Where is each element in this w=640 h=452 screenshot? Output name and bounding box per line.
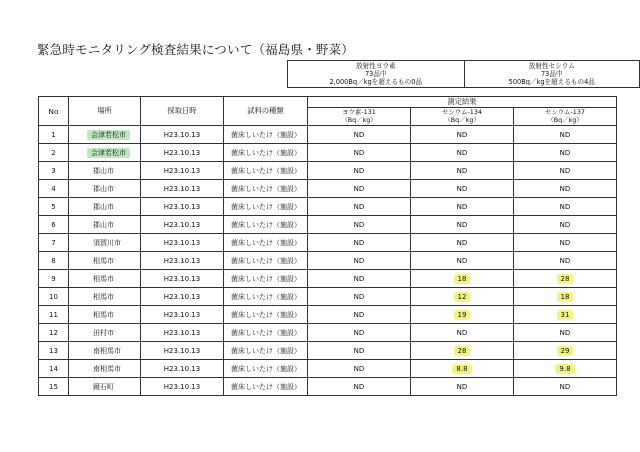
- row-location-cell: [69, 180, 141, 198]
- table-row: [39, 198, 617, 216]
- table-row: [39, 234, 617, 252]
- row-date: H23.10.13: [163, 202, 201, 211]
- row-location: 田村市: [93, 328, 114, 337]
- row-no: 11: [49, 310, 58, 319]
- row-date: H23.10.13: [163, 238, 201, 247]
- row-cs134-cell: [411, 324, 514, 342]
- row-date-cell: [141, 306, 224, 324]
- row-date: H23.10.13: [163, 382, 201, 391]
- row-location-cell: [69, 162, 141, 180]
- row-item-cell: [224, 162, 308, 180]
- page-title: 緊急時モニタリング検査結果について（福島県・野菜）: [37, 42, 355, 57]
- row-cs137: ND: [559, 130, 571, 139]
- row-item-cell: [224, 324, 308, 342]
- header-no: No: [39, 97, 69, 126]
- row-cs137-cell: [514, 198, 617, 216]
- row-item-cell: [224, 360, 308, 378]
- row-date-cell: [141, 288, 224, 306]
- row-no: 6: [51, 220, 56, 229]
- row-i131: ND: [353, 364, 365, 373]
- cesium-summary-exceed: 500Bq／kgを超えるもの4品: [508, 78, 595, 87]
- row-date: H23.10.13: [163, 256, 201, 265]
- row-location-cell: [69, 288, 141, 306]
- row-i131-cell: [308, 378, 411, 396]
- row-cs137-cell: [514, 216, 617, 234]
- table-row: [39, 126, 617, 144]
- row-no-cell: [39, 342, 69, 360]
- row-i131: ND: [353, 220, 365, 229]
- row-date: H23.10.13: [163, 220, 201, 229]
- row-no: 9: [51, 274, 56, 283]
- results-table: [38, 96, 617, 396]
- row-cs137: ND: [559, 184, 571, 193]
- row-item-cell: [224, 288, 308, 306]
- row-i131-cell: [308, 306, 411, 324]
- row-cs137-cell: [514, 288, 617, 306]
- row-item: 菌床しいたけ（施設）: [231, 184, 301, 193]
- row-location: 郡山市: [93, 220, 114, 229]
- row-i131-cell: [308, 360, 411, 378]
- row-location: 相馬市: [93, 310, 114, 319]
- row-location-cell: [69, 342, 141, 360]
- summary-table: [287, 60, 640, 88]
- row-no: 4: [51, 184, 56, 193]
- row-item-cell: [224, 252, 308, 270]
- row-date-cell: [141, 234, 224, 252]
- row-cs137-cell: [514, 162, 617, 180]
- row-cs137: ND: [559, 148, 571, 157]
- row-cs134: ND: [456, 256, 468, 265]
- row-cs134: ND: [456, 382, 468, 391]
- iodine-summary-count: 73品中: [364, 69, 387, 78]
- row-location-cell: [69, 252, 141, 270]
- row-date: H23.10.13: [163, 130, 201, 139]
- row-date: H23.10.13: [163, 310, 201, 319]
- row-no-cell: [39, 180, 69, 198]
- row-location: 会津若松市: [87, 148, 130, 158]
- row-item-cell: [224, 234, 308, 252]
- row-date: H23.10.13: [163, 148, 201, 157]
- header-cs134-unit: （Bq／kg）: [444, 115, 480, 124]
- row-i131-cell: [308, 234, 411, 252]
- row-item: 菌床しいたけ（施設）: [231, 238, 301, 247]
- row-cs134-cell: [411, 198, 514, 216]
- row-i131: ND: [353, 184, 365, 193]
- iodine-summary-cell: [288, 61, 465, 88]
- row-i131: ND: [353, 202, 365, 211]
- row-date: H23.10.13: [163, 184, 201, 193]
- row-cs137: 28: [557, 274, 574, 284]
- row-cs134-cell: [411, 144, 514, 162]
- row-cs134-cell: [411, 378, 514, 396]
- row-cs137: 31: [557, 310, 574, 320]
- row-no: 7: [51, 238, 56, 247]
- row-date: H23.10.13: [163, 292, 201, 301]
- row-cs134: ND: [456, 130, 468, 139]
- row-cs134-cell: [411, 288, 514, 306]
- row-date: H23.10.13: [163, 274, 201, 283]
- row-i131-cell: [308, 252, 411, 270]
- row-no-cell: [39, 270, 69, 288]
- row-i131-cell: [308, 342, 411, 360]
- row-i131: ND: [353, 238, 365, 247]
- row-cs137-cell: [514, 324, 617, 342]
- row-cs137-cell: [514, 126, 617, 144]
- row-location: 郡山市: [93, 202, 114, 211]
- iodine-summary-label: 放射性ヨウ素: [355, 61, 396, 70]
- row-location-cell: [69, 144, 141, 162]
- row-cs134-cell: [411, 360, 514, 378]
- row-item: 菌床しいたけ（施設）: [231, 310, 301, 319]
- row-no-cell: [39, 252, 69, 270]
- header-results: 測定結果: [308, 97, 617, 108]
- row-cs137: 29: [557, 346, 574, 356]
- row-no-cell: [39, 162, 69, 180]
- row-item: 菌床しいたけ（施設）: [231, 382, 301, 391]
- header-cs134-label: セシウム-134: [441, 108, 482, 117]
- row-i131: ND: [353, 274, 365, 283]
- header-cs137-unit: （Bq／kg）: [547, 115, 583, 124]
- row-cs134: ND: [456, 166, 468, 175]
- row-cs137: ND: [559, 382, 571, 391]
- row-item-cell: [224, 270, 308, 288]
- row-location-cell: [69, 198, 141, 216]
- row-i131-cell: [308, 270, 411, 288]
- row-date-cell: [141, 342, 224, 360]
- row-cs137-cell: [514, 252, 617, 270]
- table-row: [39, 360, 617, 378]
- table-row: [39, 252, 617, 270]
- row-cs137: ND: [559, 166, 571, 175]
- row-location-cell: [69, 324, 141, 342]
- row-location: 須賀川市: [93, 238, 121, 247]
- row-cs134: ND: [456, 220, 468, 229]
- row-cs137: ND: [559, 328, 571, 337]
- row-cs134: ND: [456, 148, 468, 157]
- row-date: H23.10.13: [163, 346, 201, 355]
- row-i131: ND: [353, 310, 365, 319]
- row-cs134: 8.8: [452, 364, 471, 374]
- row-item: 菌床しいたけ（施設）: [231, 292, 301, 301]
- row-cs137-cell: [514, 360, 617, 378]
- header-cs134: [411, 108, 514, 126]
- iodine-summary-exceed: 2,000Bq／kgを超えるもの0品: [329, 78, 423, 87]
- row-location: 鏡石町: [93, 382, 114, 391]
- row-no: 15: [49, 382, 58, 391]
- table-row: [39, 306, 617, 324]
- row-item: 菌床しいたけ（施設）: [231, 166, 301, 175]
- row-cs137-cell: [514, 378, 617, 396]
- row-location: 郡山市: [93, 166, 114, 175]
- header-i131-label: ヨウ素-131: [342, 108, 376, 117]
- row-item: 菌床しいたけ（施設）: [231, 274, 301, 283]
- row-no-cell: [39, 198, 69, 216]
- row-location: 相馬市: [93, 292, 114, 301]
- row-location-cell: [69, 270, 141, 288]
- row-no: 1: [51, 130, 56, 139]
- row-i131: ND: [353, 130, 365, 139]
- row-i131: ND: [353, 328, 365, 337]
- row-i131-cell: [308, 216, 411, 234]
- row-no: 8: [51, 256, 56, 265]
- header-i131: [308, 108, 411, 126]
- row-cs134-cell: [411, 252, 514, 270]
- row-location-cell: [69, 126, 141, 144]
- row-item: 菌床しいたけ（施設）: [231, 364, 301, 373]
- row-cs134: 12: [454, 292, 471, 302]
- row-i131-cell: [308, 126, 411, 144]
- row-no: 2: [51, 148, 56, 157]
- header-date: 採取日時: [141, 97, 224, 126]
- row-item-cell: [224, 378, 308, 396]
- row-item: 菌床しいたけ（施設）: [231, 148, 301, 157]
- row-cs134-cell: [411, 162, 514, 180]
- row-cs134: ND: [456, 202, 468, 211]
- row-no-cell: [39, 360, 69, 378]
- row-location: 会津若松市: [87, 130, 130, 140]
- table-row: [39, 324, 617, 342]
- row-cs134-cell: [411, 234, 514, 252]
- row-cs137: ND: [559, 238, 571, 247]
- cesium-summary-label: 放射性セシウム: [528, 61, 575, 70]
- row-i131-cell: [308, 324, 411, 342]
- row-no-cell: [39, 324, 69, 342]
- table-row: [39, 162, 617, 180]
- row-date-cell: [141, 324, 224, 342]
- row-item: 菌床しいたけ（施設）: [231, 130, 301, 139]
- table-row: [39, 288, 617, 306]
- row-cs137: ND: [559, 202, 571, 211]
- row-date-cell: [141, 180, 224, 198]
- row-i131-cell: [308, 144, 411, 162]
- row-location: 相馬市: [93, 256, 114, 265]
- row-item: 菌床しいたけ（施設）: [231, 256, 301, 265]
- row-cs137: ND: [559, 256, 571, 265]
- row-i131-cell: [308, 198, 411, 216]
- row-location: 相馬市: [93, 274, 114, 283]
- row-cs137-cell: [514, 342, 617, 360]
- row-cs134-cell: [411, 306, 514, 324]
- header-cs137-label: セシウム-137: [544, 108, 585, 117]
- header-item: 試料の種類: [224, 97, 308, 126]
- row-item-cell: [224, 126, 308, 144]
- row-date: H23.10.13: [163, 328, 201, 337]
- row-location-cell: [69, 306, 141, 324]
- row-no: 5: [51, 202, 56, 211]
- row-location-cell: [69, 360, 141, 378]
- row-no-cell: [39, 288, 69, 306]
- header-location: 場所: [69, 97, 141, 126]
- row-cs137: 9.8: [555, 364, 574, 374]
- table-row: [39, 144, 617, 162]
- table-row: [39, 378, 617, 396]
- row-location-cell: [69, 234, 141, 252]
- row-date-cell: [141, 270, 224, 288]
- row-no-cell: [39, 144, 69, 162]
- row-i131: ND: [353, 256, 365, 265]
- cesium-summary-cell: [464, 61, 639, 88]
- table-row: [39, 270, 617, 288]
- row-item-cell: [224, 198, 308, 216]
- row-date-cell: [141, 198, 224, 216]
- row-cs134-cell: [411, 270, 514, 288]
- row-location-cell: [69, 378, 141, 396]
- row-cs134-cell: [411, 342, 514, 360]
- header-cs137: [514, 108, 617, 126]
- table-row: [39, 342, 617, 360]
- table-row: [39, 180, 617, 198]
- row-no-cell: [39, 378, 69, 396]
- table-row: [39, 216, 617, 234]
- row-date-cell: [141, 360, 224, 378]
- row-date-cell: [141, 144, 224, 162]
- row-no: 14: [49, 364, 58, 373]
- row-i131: ND: [353, 292, 365, 301]
- row-no: 10: [49, 292, 58, 301]
- row-i131: ND: [353, 148, 365, 157]
- row-i131-cell: [308, 288, 411, 306]
- row-cs134: 28: [454, 346, 471, 356]
- row-item: 菌床しいたけ（施設）: [231, 220, 301, 229]
- row-location: 南相馬市: [93, 346, 121, 355]
- row-i131: ND: [353, 346, 365, 355]
- row-no-cell: [39, 234, 69, 252]
- row-location: 郡山市: [93, 184, 114, 193]
- row-cs134: ND: [456, 184, 468, 193]
- row-i131-cell: [308, 180, 411, 198]
- row-location: 南相馬市: [93, 364, 121, 373]
- row-cs134-cell: [411, 126, 514, 144]
- row-item: 菌床しいたけ（施設）: [231, 202, 301, 211]
- row-cs137-cell: [514, 180, 617, 198]
- row-date-cell: [141, 378, 224, 396]
- row-cs134: ND: [456, 328, 468, 337]
- row-date-cell: [141, 216, 224, 234]
- row-item-cell: [224, 180, 308, 198]
- header-i131-unit: （Bq／kg）: [341, 115, 377, 124]
- row-cs137-cell: [514, 306, 617, 324]
- row-i131-cell: [308, 162, 411, 180]
- row-no-cell: [39, 216, 69, 234]
- row-no-cell: [39, 126, 69, 144]
- row-item-cell: [224, 216, 308, 234]
- row-i131: ND: [353, 382, 365, 391]
- row-date: H23.10.13: [163, 364, 201, 373]
- row-no: 13: [49, 346, 58, 355]
- row-date-cell: [141, 252, 224, 270]
- row-cs134: 19: [454, 310, 471, 320]
- row-cs134-cell: [411, 180, 514, 198]
- cesium-summary-count: 73品中: [540, 69, 563, 78]
- row-cs137-cell: [514, 270, 617, 288]
- row-date: H23.10.13: [163, 166, 201, 175]
- row-item: 菌床しいたけ（施設）: [231, 328, 301, 337]
- row-item-cell: [224, 306, 308, 324]
- row-no: 3: [51, 166, 56, 175]
- row-cs137-cell: [514, 144, 617, 162]
- row-cs137: ND: [559, 220, 571, 229]
- row-location-cell: [69, 216, 141, 234]
- row-item: 菌床しいたけ（施設）: [231, 346, 301, 355]
- row-no: 12: [49, 328, 58, 337]
- row-item-cell: [224, 144, 308, 162]
- row-date-cell: [141, 162, 224, 180]
- row-cs134: 18: [454, 274, 471, 284]
- row-date-cell: [141, 126, 224, 144]
- row-cs137-cell: [514, 234, 617, 252]
- row-item-cell: [224, 342, 308, 360]
- row-no-cell: [39, 306, 69, 324]
- row-cs134: ND: [456, 238, 468, 247]
- row-cs137: 18: [557, 292, 574, 302]
- row-i131: ND: [353, 166, 365, 175]
- row-cs134-cell: [411, 216, 514, 234]
